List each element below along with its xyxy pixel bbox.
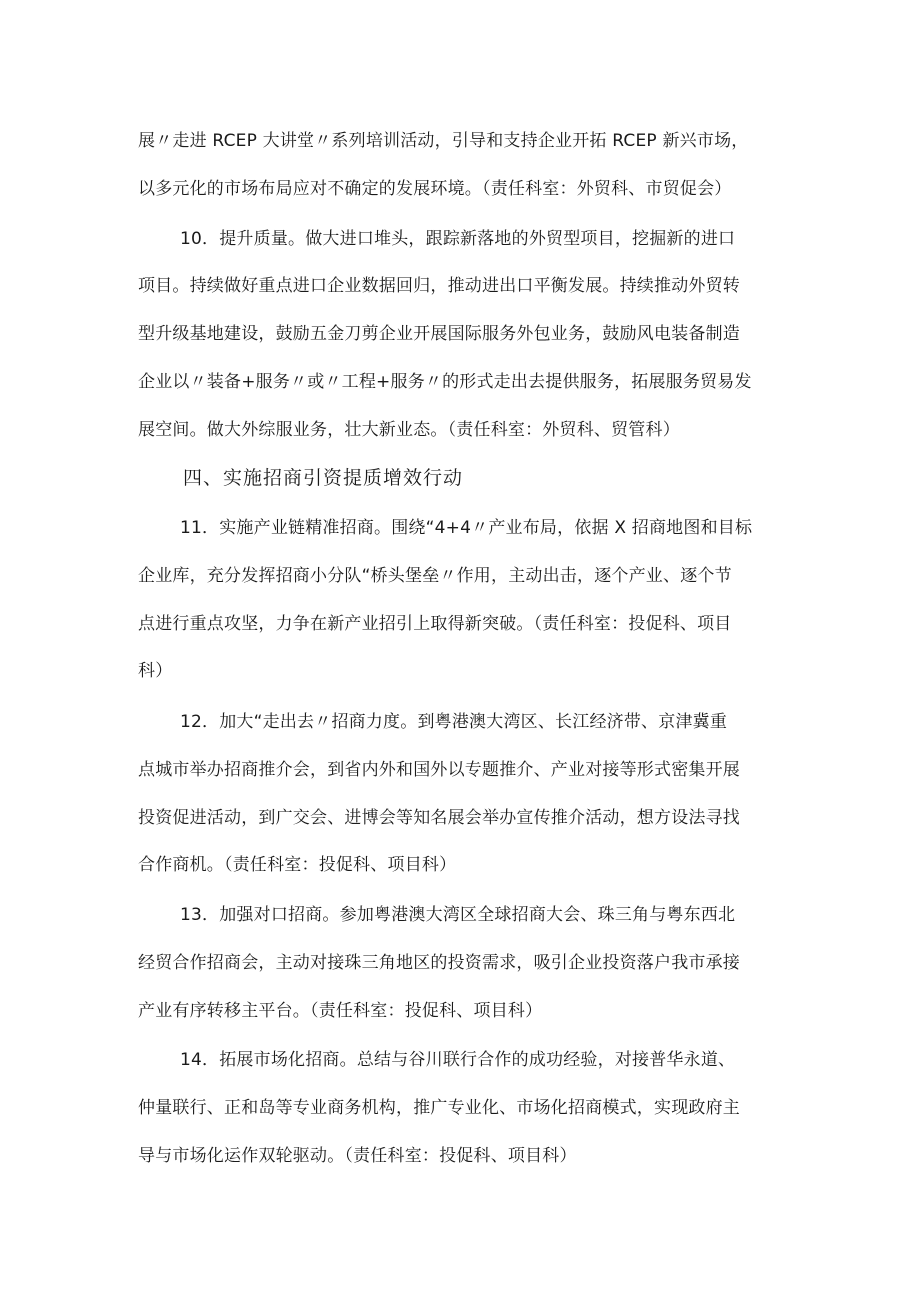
body-text-line: 项目。持续做好重点进口企业数据回归，推动进出口平衡发展。持续推动外贸转 — [138, 276, 740, 296]
body-text-line: 导与市场化运作双轮驱动。（责任科室：投促科、项目科） — [138, 1146, 577, 1166]
body-text-line: 型升级基地建设，鼓励五金刀剪企业开展国际服务外包业务，鼓励风电装备制造 — [138, 324, 740, 344]
body-text-line: 科） — [138, 661, 173, 681]
body-text-line: 企业以〃装备+服务〃或〃工程+服务〃的形式走出去提供服务，拓展服务贸易发 — [138, 372, 752, 392]
section-heading: 四、实施招商引资提质增效行动 — [183, 467, 464, 489]
body-text-line: 以多元化的市场布局应对不确定的发展环境。（责任科室：外贸科、市贸促会） — [138, 179, 732, 199]
body-text-line: 产业有序转移主平台。（责任科室：投促科、项目科） — [138, 1001, 543, 1021]
body-text-line: 投资促进活动，到广交会、进博会等知名展会举办宣传推介活动，想方设法寻找 — [138, 808, 740, 828]
body-text-line: 点进行重点攻坚，力争在新产业招引上取得新突破。（责任科室：投促科、项目 — [138, 614, 732, 634]
body-text-line: 展〃走进 RCEP 大讲堂〃系列培训活动，引导和支持企业开拓 RCEP 新兴市场， — [138, 131, 749, 151]
body-text-line: 经贸合作招商会，主动对接珠三角地区的投资需求，吸引企业投资落户我市承接 — [138, 953, 740, 973]
body-text-line: 合作商机。（责任科室：投促科、项目科） — [138, 855, 457, 875]
item-11-first-line: 11．实施产业链精准招商。围绕“4+4〃产业布局，依据 X 招商地图和目标 — [180, 518, 753, 538]
item-10-first-line: 10．提升质量。做大进口堆头，跟踪新落地的外贸型项目，挖掘新的进口 — [180, 229, 736, 249]
body-text-line: 仲量联行、正和岛等专业商务机构，推广专业化、市场化招商模式，实现政府主 — [138, 1098, 740, 1118]
item-13-first-line: 13．加强对口招商。参加粤港澳大湾区全球招商大会、珠三角与粤东西北 — [180, 905, 736, 925]
item-12-first-line: 12．加大“走出去〃招商力度。到粤港澳大湾区、长江经济带、京津冀重 — [180, 712, 728, 732]
body-text-line: 点城市举办招商推介会，到省内外和国外以专题推介、产业对接等形式密集开展 — [138, 760, 740, 780]
item-14-first-line: 14．拓展市场化招商。总结与谷川联行合作的成功经验，对接普华永道、 — [180, 1050, 736, 1070]
body-text-line: 展空间。做大外综服业务，壮大新业态。（责任科室：外贸科、贸管科） — [138, 420, 680, 440]
body-text-line: 企业库，充分发挥招商小分队“桥头堡垒〃作用，主动出击，逐个产业、逐个节 — [138, 566, 732, 586]
